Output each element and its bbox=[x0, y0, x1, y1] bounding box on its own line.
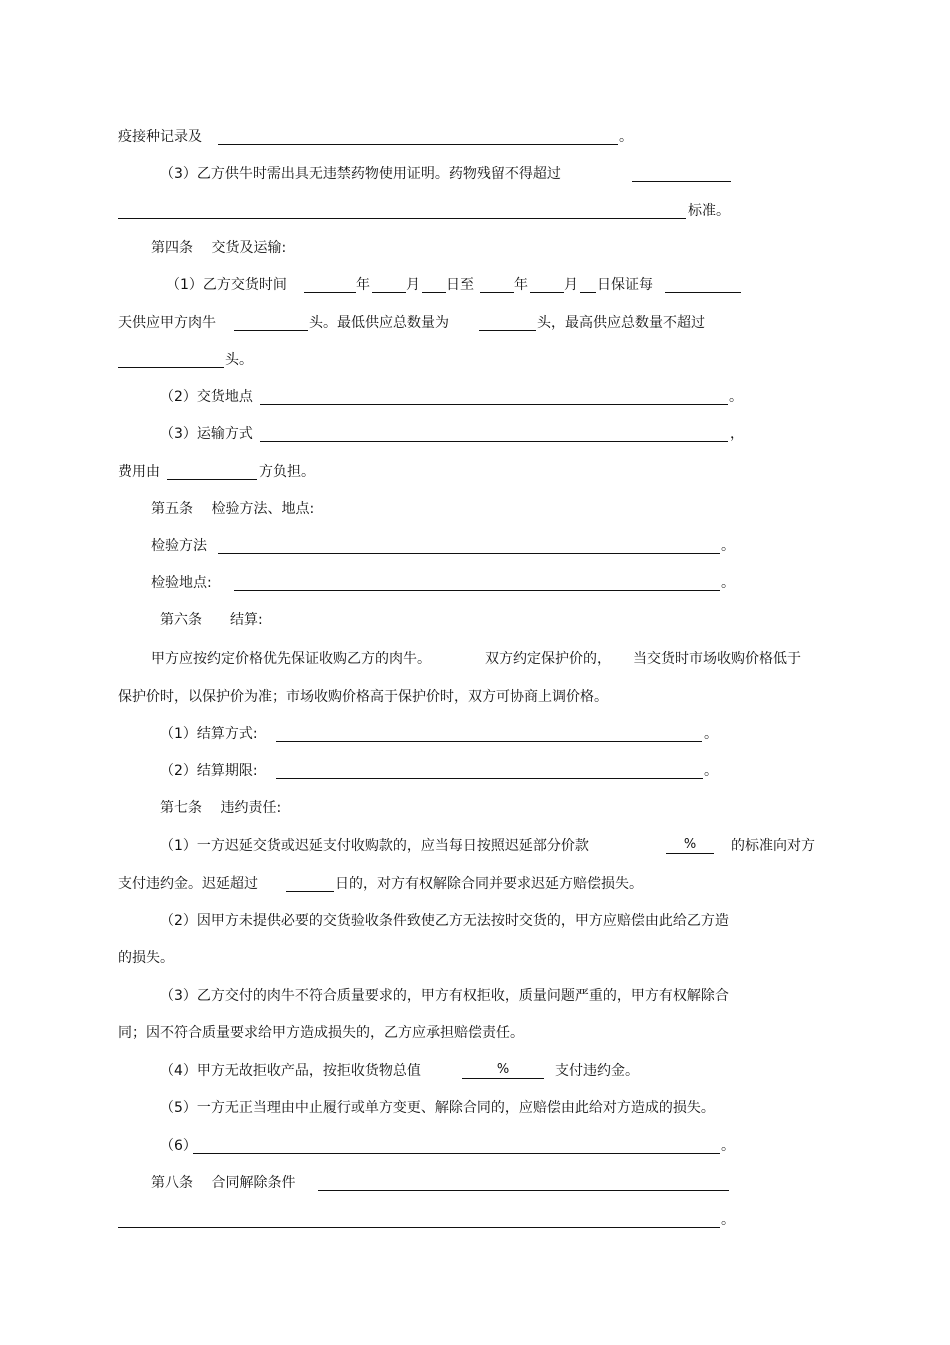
clause-7-6: （6） bbox=[160, 1138, 197, 1154]
settle-term-blank[interactable] bbox=[276, 778, 703, 779]
punct: 。 bbox=[704, 726, 718, 742]
punct: 。 bbox=[721, 1138, 735, 1154]
year-2: 年 bbox=[514, 277, 528, 293]
inspect-method-label: 检验方法 bbox=[151, 538, 207, 554]
record-label: 疫接种记录及 bbox=[118, 129, 202, 145]
transport-label: （3）运输方式 bbox=[160, 426, 253, 442]
penalty-percent-blank[interactable]: % bbox=[666, 837, 714, 854]
min-blank[interactable] bbox=[479, 330, 536, 331]
residue-blank-1[interactable] bbox=[632, 181, 731, 182]
residue-blank-2[interactable] bbox=[118, 218, 686, 219]
day-blank-2[interactable] bbox=[580, 292, 596, 293]
inspect-place-blank[interactable] bbox=[234, 590, 720, 591]
clause-7-1a: （1）一方迟延交货或迟延支付收购款的，应当每日按照迟延部分价款 bbox=[160, 838, 589, 854]
month-blank-2[interactable] bbox=[530, 292, 564, 293]
head-unit: 头。 bbox=[225, 352, 253, 368]
year-1: 年 bbox=[356, 277, 370, 293]
punct: ， bbox=[730, 426, 744, 442]
clause-7-4b: 支付违约金。 bbox=[555, 1063, 639, 1079]
settle-method-blank[interactable] bbox=[276, 741, 702, 742]
cost-party-blank[interactable] bbox=[167, 479, 257, 480]
year-blank-1[interactable] bbox=[304, 292, 356, 293]
article-6-title: 第六条 结算: bbox=[160, 612, 263, 628]
month-1: 月 bbox=[406, 277, 420, 293]
price-para-1a: 甲方应按约定价格优先保证收购乙方的肉牛。 bbox=[151, 651, 431, 667]
record-blank[interactable] bbox=[218, 144, 618, 145]
clause-7-2a: （2）因甲方未提供必要的交货验收条件致使乙方无法按时交货的，甲方应赔偿由此给乙方造 bbox=[160, 913, 729, 929]
clause-7-4a: （4）甲方无故拒收产品，按拒收货物总值 bbox=[160, 1063, 421, 1079]
inspect-place-label: 检验地点: bbox=[151, 575, 212, 591]
clause-7-1d: 日的，对方有权解除合同并要求迟延方赔偿损失。 bbox=[335, 876, 643, 892]
day-to: 日至 bbox=[446, 277, 474, 293]
transport-blank[interactable] bbox=[260, 441, 728, 442]
clause-7-5: （5）一方无正当理由中止履行或单方变更、解除合同的，应赔偿由此给对方造成的损失。 bbox=[160, 1100, 715, 1116]
settle-term-label: （2）结算期限: bbox=[160, 763, 258, 779]
article-4-title: 第四条 交货及运输: bbox=[151, 240, 287, 256]
max-blank[interactable] bbox=[118, 367, 224, 368]
delivery-place-label: （2）交货地点 bbox=[160, 389, 253, 405]
punct: 。 bbox=[721, 575, 735, 591]
clause-7-1b: 的标准向对方 bbox=[731, 838, 815, 854]
clause-7-6-blank[interactable] bbox=[193, 1153, 720, 1154]
max-supply-label: 头，最高供应总数量不超过 bbox=[537, 315, 705, 331]
cost-bear: 方负担。 bbox=[259, 464, 315, 480]
daily-supply-label: 天供应甲方肉牛 bbox=[118, 315, 216, 331]
reject-percent-blank[interactable]: % bbox=[462, 1062, 544, 1079]
article-7-title: 第七条 违约责任: bbox=[160, 800, 282, 816]
article-5-title: 第五条 检验方法、地点: bbox=[151, 501, 315, 517]
clause-3-drug-residue: （3）乙方供牛时需出具无违禁药物使用证明。药物残留不得超过 bbox=[160, 166, 561, 182]
day-blank-1[interactable] bbox=[422, 292, 446, 293]
price-para-1c: 当交货时市场收购价格低于 bbox=[633, 651, 801, 667]
head-blank-1[interactable] bbox=[234, 330, 308, 331]
punct: 。 bbox=[721, 1212, 735, 1228]
delay-days-blank[interactable] bbox=[286, 891, 334, 892]
days-blank[interactable] bbox=[665, 292, 741, 293]
delivery-time-label: （1）乙方交货时间 bbox=[166, 277, 287, 293]
delivery-place-blank[interactable] bbox=[260, 404, 728, 405]
price-para-2: 保护价时，以保护价为准；市场收购价格高于保护价时，双方可协商上调价格。 bbox=[118, 689, 608, 705]
min-supply-label: 头。最低供应总数量为 bbox=[309, 315, 449, 331]
inspect-method-blank[interactable] bbox=[218, 553, 720, 554]
price-para-1b: 双方约定保护价的， bbox=[485, 651, 611, 667]
punct: 。 bbox=[619, 129, 633, 145]
day-guarantee: 日保证每 bbox=[597, 277, 653, 293]
year-blank-2[interactable] bbox=[480, 292, 514, 293]
clause-7-3b: 同；因不符合质量要求给甲方造成损失的，乙方应承担赔偿责任。 bbox=[118, 1025, 524, 1041]
punct: 。 bbox=[704, 763, 718, 779]
cost-label: 费用由 bbox=[118, 464, 160, 480]
article-8-title: 第八条 合同解除条件 bbox=[151, 1175, 296, 1191]
month-2: 月 bbox=[564, 277, 578, 293]
termination-blank-2[interactable] bbox=[118, 1227, 720, 1228]
clause-7-2b: 的损失。 bbox=[118, 950, 174, 966]
standard-text: 标准。 bbox=[688, 203, 730, 219]
settle-method-label: （1）结算方式: bbox=[160, 726, 258, 742]
clause-7-1c: 支付违约金。迟延超过 bbox=[118, 876, 258, 892]
clause-7-3a: （3）乙方交付的肉牛不符合质量要求的，甲方有权拒收，质量问题严重的，甲方有权解除合 bbox=[160, 988, 729, 1004]
termination-blank-1[interactable] bbox=[318, 1190, 729, 1191]
month-blank-1[interactable] bbox=[372, 292, 406, 293]
punct: 。 bbox=[729, 389, 743, 405]
punct: 。 bbox=[721, 538, 735, 554]
